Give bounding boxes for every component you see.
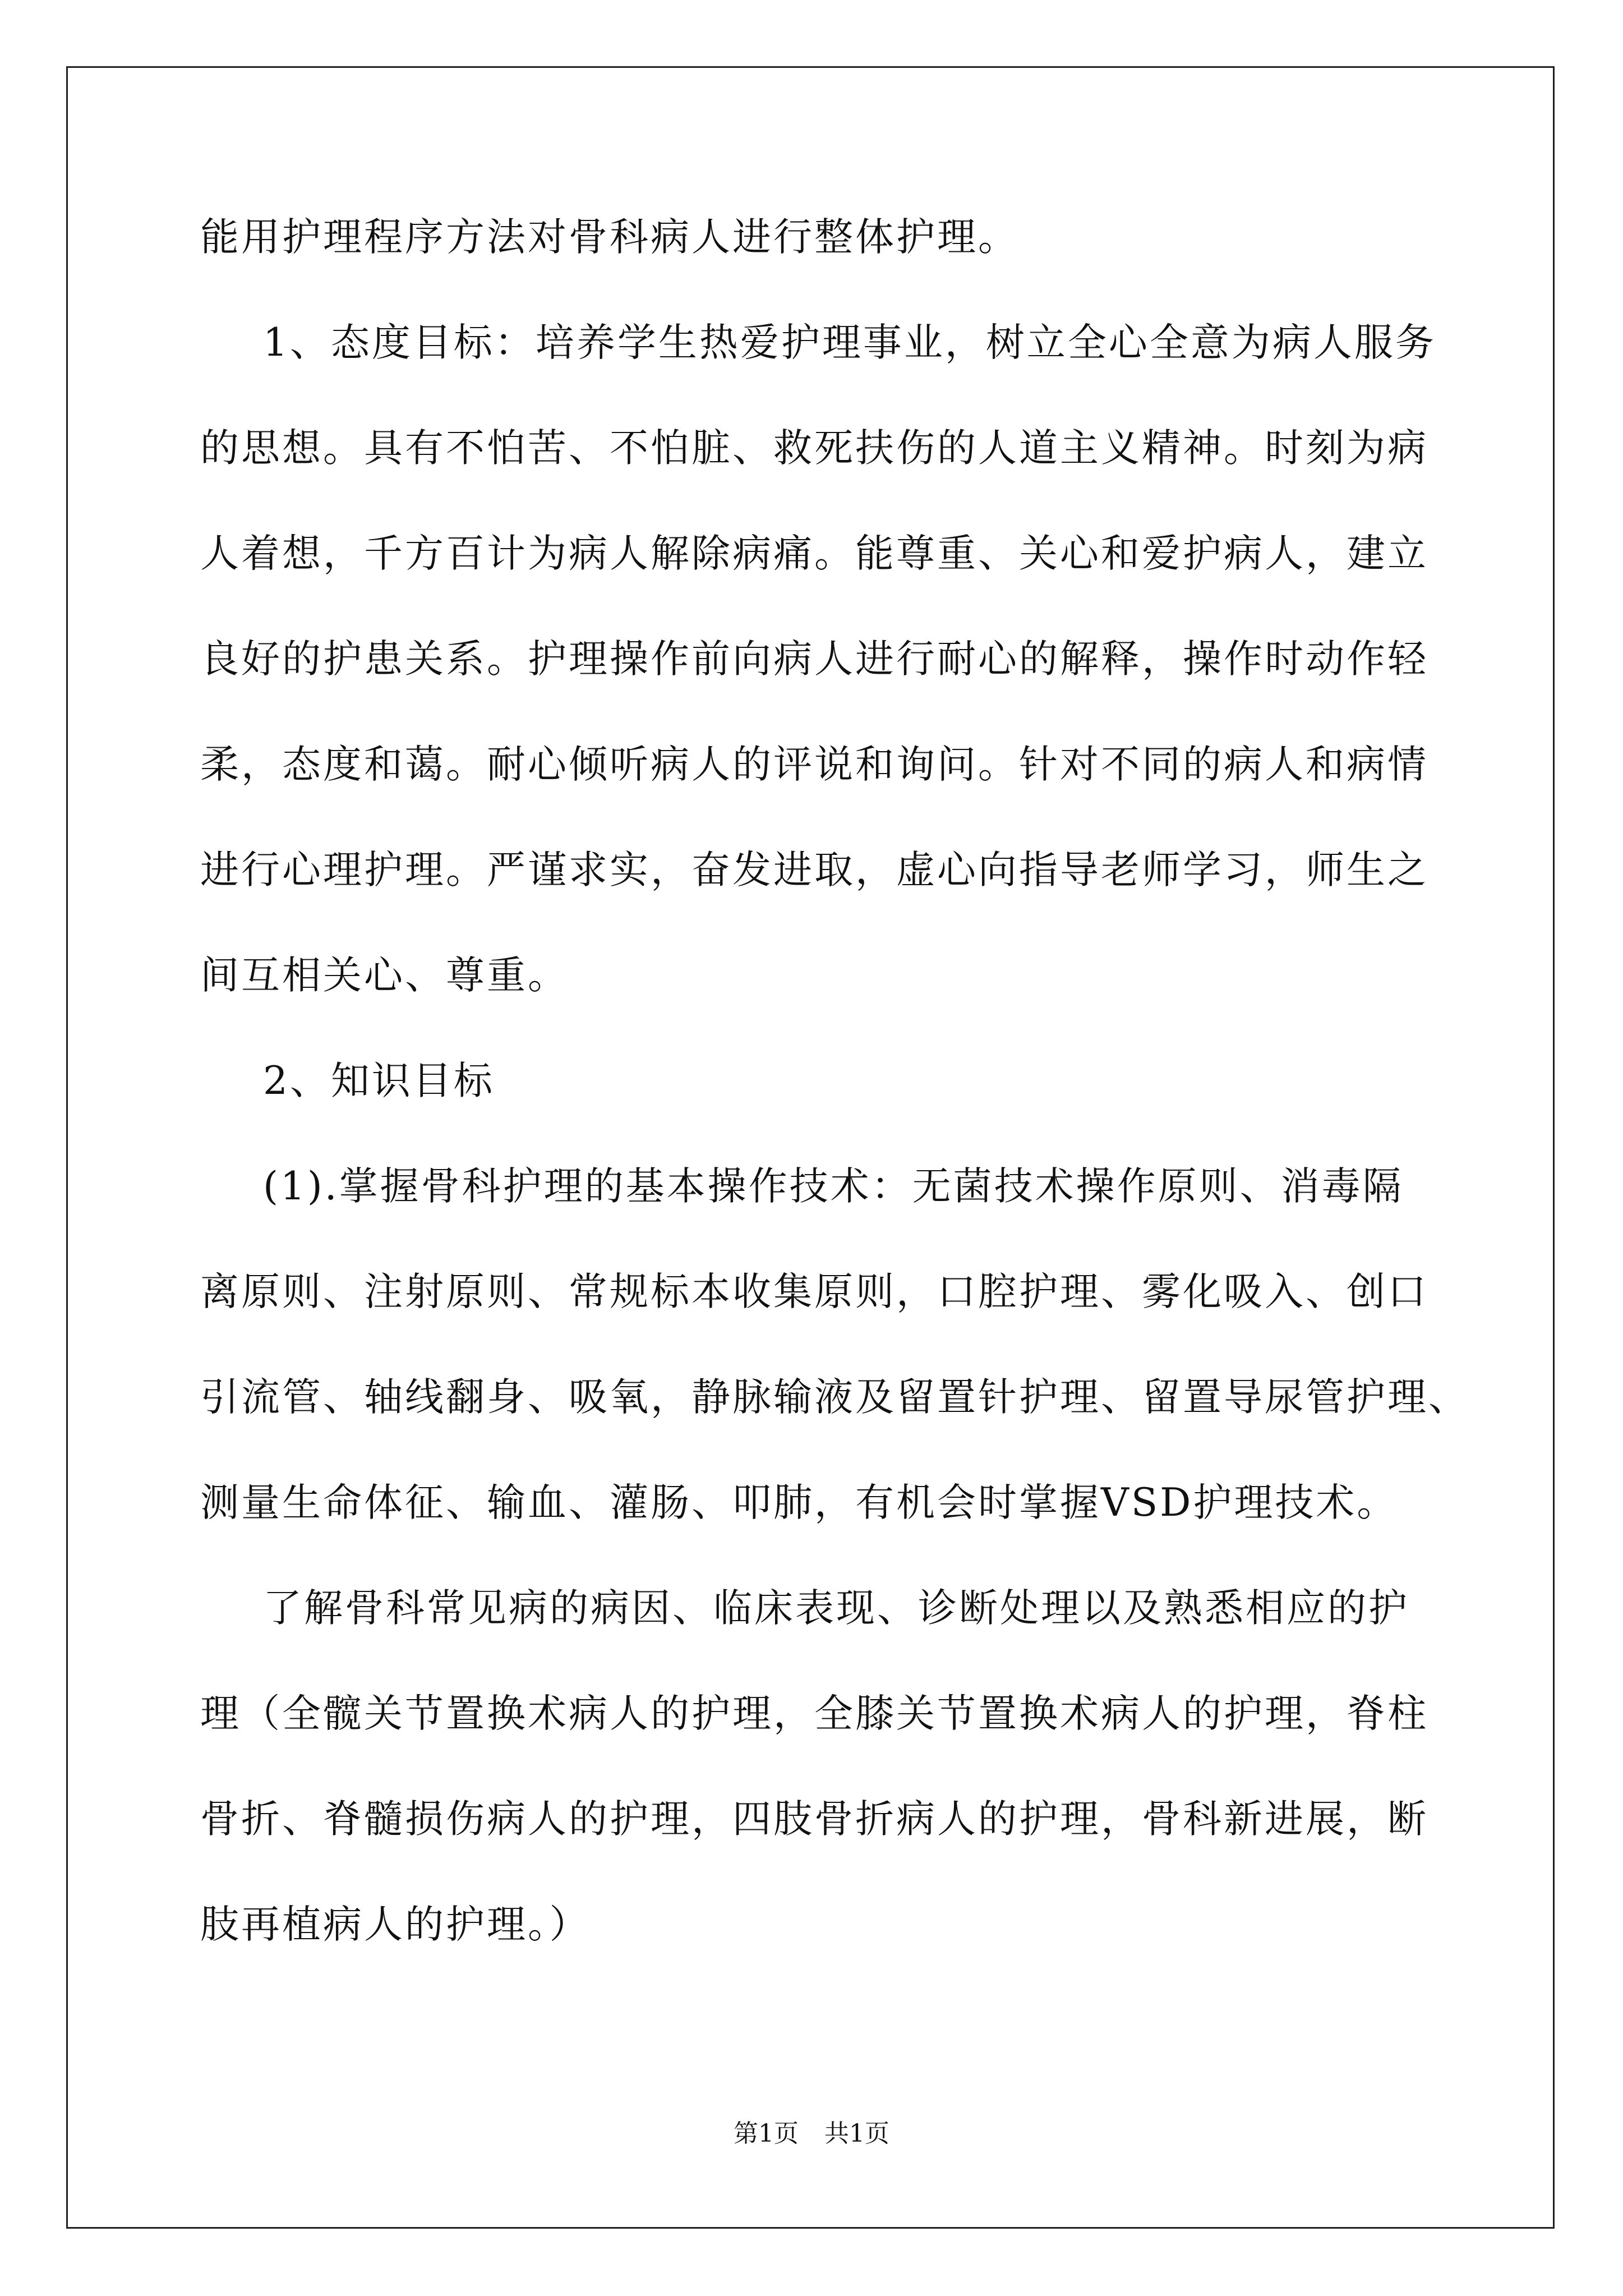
text-line: 理（全髋关节置换术病人的护理，全膝关节置换术病人的护理，脊柱 bbox=[200, 1691, 1428, 1736]
text-line: 进行心理护理。严谨求实，奋发进取，虚心向指导老师学习，师生之 bbox=[200, 848, 1428, 892]
text-line: 2、知识目标 bbox=[263, 1059, 495, 1103]
text-line: 离原则、注射原则、常规标本收集原则，口腔护理、雾化吸入、创口 bbox=[200, 1269, 1428, 1314]
page-footer bbox=[0, 2119, 1623, 2148]
text-line: 1、态度目标：培养学生热爱护理事业，树立全心全意为病人服务 bbox=[263, 320, 1436, 365]
text-line: 测量生命体征、输血、灌肠、叩肺，有机会时掌握VSD护理技术。 bbox=[200, 1480, 1398, 1525]
text-line: 能用护理程序方法对骨科病人进行整体护理。 bbox=[200, 215, 1019, 260]
page-total: 共1页 bbox=[824, 2119, 889, 2148]
text-line: 的思想。具有不怕苦、不怕脏、救死扶伤的人道主义精神。时刻为病 bbox=[200, 426, 1428, 471]
text-line: 柔，态度和蔼。耐心倾听病人的评说和询问。针对不同的病人和病情 bbox=[200, 742, 1428, 787]
text-line: (1).掌握骨科护理的基本操作技术：无菌技术操作原则、消毒隔 bbox=[263, 1164, 1404, 1209]
text-line: 间互相关心、尊重。 bbox=[200, 953, 569, 998]
text-line: 引流管、轴线翻身、吸氧，静脉输液及留置针护理、留置导尿管护理、 bbox=[200, 1375, 1469, 1420]
text-line: 了解骨科常见病的病因、临床表现、诊断处理以及熟悉相应的护 bbox=[263, 1586, 1409, 1631]
page-number: 第1页 bbox=[734, 2119, 799, 2148]
text-line: 骨折、脊髓损伤病人的护理，四肢骨折病人的护理，骨科新进展，断 bbox=[200, 1797, 1428, 1842]
text-line: 肢再植病人的护理。） bbox=[200, 1902, 591, 1947]
text-line: 良好的护患关系。护理操作前向病人进行耐心的解释，操作时动作轻 bbox=[200, 637, 1428, 682]
text-line: 人着想，千方百计为病人解除病痛。能尊重、关心和爱护病人，建立 bbox=[200, 531, 1428, 576]
